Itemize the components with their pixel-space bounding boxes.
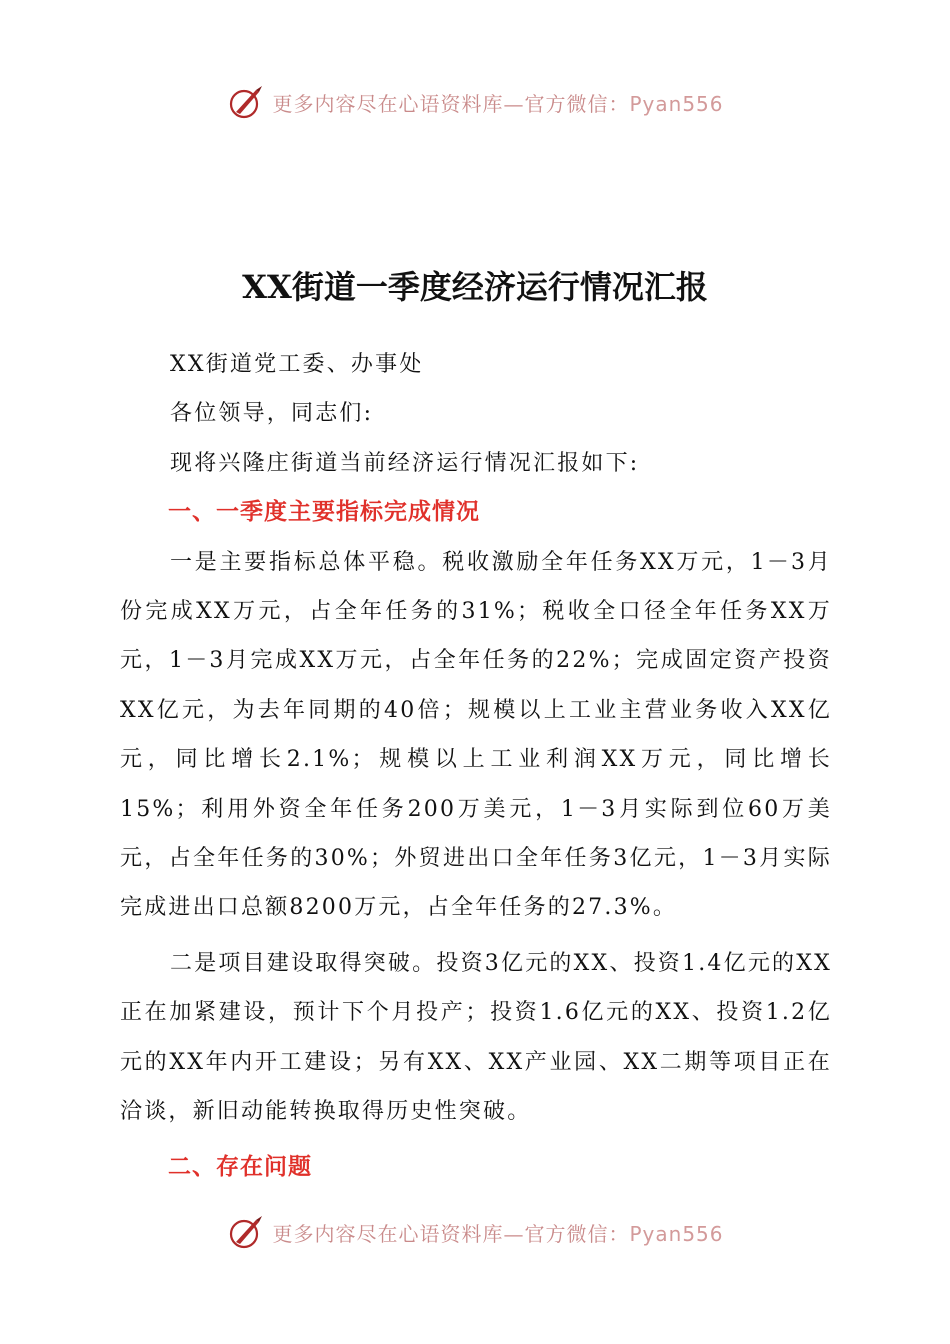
salutation-line: 各位领导，同志们: (170, 401, 374, 427)
document-body (120, 340, 832, 1192)
watermark-text: 更多内容尽在心语资料库—官方微信：Pyan556 (272, 1221, 724, 1246)
quill-pen-circle-icon (226, 1212, 266, 1252)
paragraph-projects: 二是项目建设取得突破。投资3亿元的XX、投资1.4亿元的XX正在加紧建设，预计下个月投产；投资1.6亿元的XX、投资1.2亿元的XX年内开工建设；另有XX、XX产业园、XX二期等项目正在洽谈，新旧动能转换取得历史性突破。 (120, 950, 832, 1125)
paragraph-indicators: 一是主要指标总体平稳。税收激励全年任务XX万元，1－3月份完成XX万元，占全年任务的31%；税收全口径全年任务XX万元，1－3月完成XX万元，占全年任务的22%；完成固定资产投资XX亿元，为去年同期的40倍；规模以上工业主营业务收入XX亿元，同比增长2.1%；规模以上工业利润XX万元，同比增长15%；利用外资全年任务200万美元，1－3月实际到位60万美元，占全年任务的30%；外贸进出口全年任务3亿元，1－3月实际完成进出口总额8200万元，占全年任务的27.3%。 (120, 549, 832, 921)
footer-watermark (0, 1210, 950, 1254)
recipient-line: XX街道党工委、办事处 (170, 352, 424, 377)
intro-line: 现将兴隆庄街道当前经济运行情况汇报如下: (170, 450, 640, 476)
quill-pen-circle-icon (226, 82, 266, 122)
watermark-text: 更多内容尽在心语资料库—官方微信：Pyan556 (272, 91, 724, 116)
section-heading-1: 一、一季度主要指标完成情况 (168, 499, 480, 526)
watermark-wechat-id: Pyan556 (629, 1221, 724, 1246)
section-heading-2: 二、存在问题 (168, 1153, 312, 1180)
watermark-wechat-id: Pyan556 (629, 91, 724, 116)
header-watermark (0, 80, 950, 124)
document-title: XX街道一季度经济运行情况汇报 (242, 268, 708, 306)
